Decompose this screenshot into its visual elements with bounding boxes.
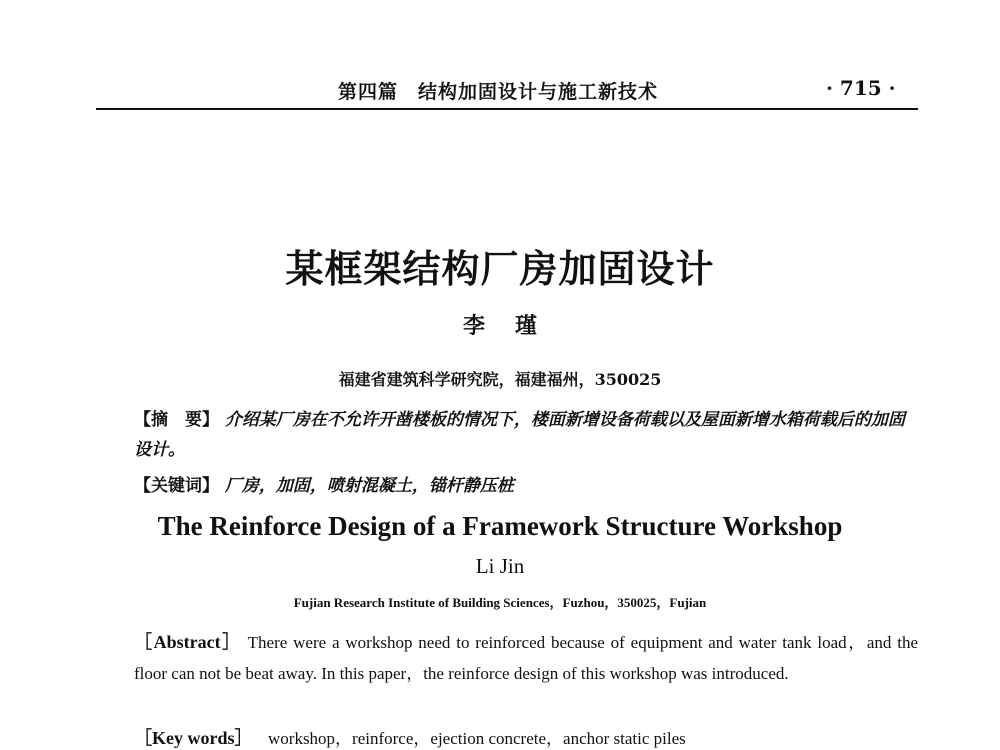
keywords-cn-label: 【关键词】 xyxy=(134,476,219,496)
page-number: · 715 · xyxy=(826,76,896,100)
header-rule xyxy=(96,108,918,110)
abstract-en xyxy=(134,627,918,689)
keywords-cn-text: 厂房，加固，喷射混凝土，锚杆静压桩 xyxy=(224,476,514,496)
abstract-cn-text: 介绍某厂房在不允许开凿楼板的情况下，楼面新增设备荷载以及屋面新增水箱荷载后的加固设计。 xyxy=(134,410,905,460)
affiliation-cn: 福建省建筑科学研究院，福建福州，350025 xyxy=(338,370,662,389)
author-en: Li Jin xyxy=(475,554,525,578)
article-title-en: The Reinforce Design of a Framework Structure Workshop xyxy=(157,511,843,541)
author-cn: 李瑾 xyxy=(462,313,567,339)
keywords-en-label: ［Key words］ xyxy=(134,728,253,748)
abstract-cn xyxy=(134,405,918,465)
running-header-title: 第四篇 结构加固设计与施工新技术 xyxy=(338,81,659,103)
abstract-en-text: There were a workshop need to reinforced because of equipment and water tank load，and the floor can not be beat away. In this paper，the reinforce design of this workshop was introduced. xyxy=(134,633,919,683)
keywords-cn xyxy=(134,471,918,496)
abstract-en-label: ［Abstract］ xyxy=(134,632,242,652)
keywords-en-text: workshop，reinforce，ejection concrete，anchor static piles xyxy=(268,729,686,748)
article-title-cn: 某框架结构厂房加固设计 xyxy=(285,246,715,291)
abstract-cn-label: 【摘 要】 xyxy=(134,410,219,430)
affiliation-en: Fujian Research Institute of Building Sciences，Fuzhou，350025，Fujian xyxy=(293,595,707,610)
